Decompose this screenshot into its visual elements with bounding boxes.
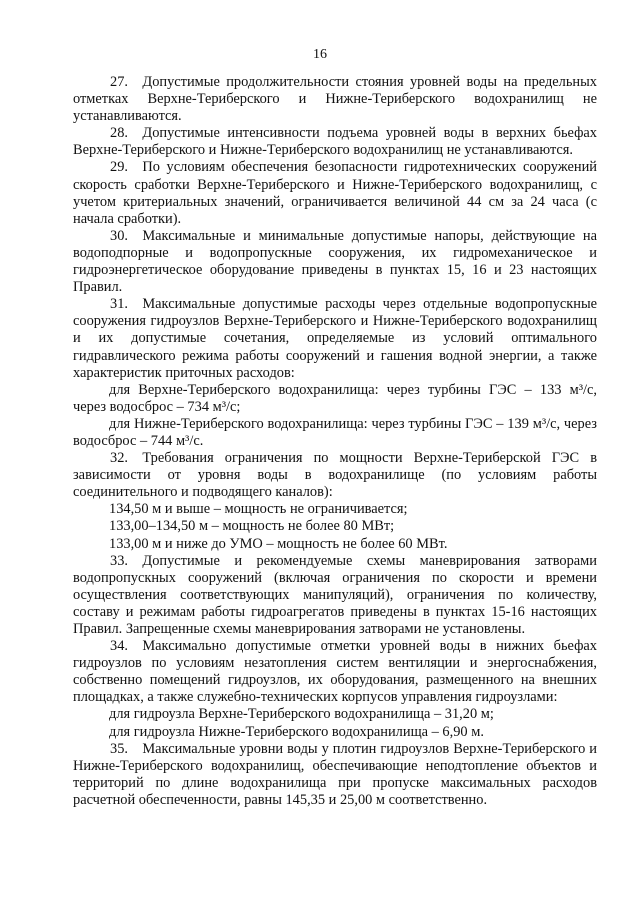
paragraph-28: 28. Допустимые интенсивности подъема уровней воды в верхних бьефах Верхне-Териберского и Нижне-Териберского водохранилищ не устанавливаются. xyxy=(73,125,597,159)
paragraph-32: 32. Требования ограничения по мощности Верхне-Териберской ГЭС в зависимости от уровня воды в водохранилище (по условиям работы соединительного и подводящего каналов): xyxy=(73,450,597,501)
paragraph-31: 31. Максимальные допустимые расходы через отдельные водопропускные сооружения гидроузлов Верхне-Териберского и Нижне-Териберского водохранилищ и их допустимые сочетания, определяемые из условий оптимального гидравлического режима работы сооружений и гашения водной энергии, а также характеристик приточных расходов: xyxy=(73,296,597,381)
paragraph-31-lower-reservoir: для Нижне-Териберского водохранилища: через турбины ГЭС – 139 м³/с, через водосброс – 744 м³/с. xyxy=(73,415,597,449)
paragraph-32-level-1: 134,50 м и выше – мощность не ограничивается; xyxy=(109,501,408,518)
paragraph-32-level-2: 133,00–134,50 м – мощность не более 80 МВт; xyxy=(109,518,395,535)
paragraph-34-lower-hydro: для гидроузла Нижне-Териберского водохранилища – 6,90 м. xyxy=(109,723,484,740)
paragraph-34-upper-hydro: для гидроузла Верхне-Териберского водохранилища – 31,20 м; xyxy=(109,706,494,723)
document-body xyxy=(73,74,597,809)
paragraph-32-level-3: 133,00 м и ниже до УМО – мощность не более 60 МВт. xyxy=(109,535,448,552)
paragraph-29: 29. По условиям обеспечения безопасности гидротехнических сооружений скорость сработки Верхне-Териберского и Нижне-Териберского водохранилищ, с учетом критериальных значений, ограничивается величиной 44 см за 24 часа (с начала сработки). xyxy=(73,159,597,227)
paragraph-33: 33. Допустимые и рекомендуемые схемы маневрирования затворами водопропускных сооружений (включая ограничения по скорости и времени осуществления соответствующих манипуляций), ограничения по количеству, составу и режимам работы гидроагрегатов приведены в пунктах 15-16 настоящих Правил. Запрещенные схемы маневрирования затворами не установлены. xyxy=(73,552,597,637)
paragraph-31-upper-reservoir: для Верхне-Териберского водохранилища: через турбины ГЭС – 133 м³/с, через водосброс – 734 м³/с; xyxy=(73,381,597,415)
paragraph-27: 27. Допустимые продолжительности стояния уровней воды на предельных отметках Верхне-Териберского и Нижне-Териберского водохранилищ не устанавливаются. xyxy=(73,74,597,125)
paragraph-35: 35. Максимальные уровни воды у плотин гидроузлов Верхне-Териберского и Нижне-Териберского водохранилищ, обеспечивающие неподтопление объектов и территорий по длине водохранилища при пропуске максимальных расходов расчетной обеспеченности, равны 145,35 и 25,00 м соответственно. xyxy=(73,740,597,808)
paragraph-30: 30. Максимальные и минимальные допустимые напоры, действующие на водоподпорные и водопропускные сооружения, их гидромеханическое и гидроэнергетическое оборудование приведены в пунктах 15, 16 и 23 настоящих Правил. xyxy=(73,227,597,296)
page-number: 16 xyxy=(313,47,327,62)
paragraph-34: 34. Максимально допустимые отметки уровней воды в нижних бьефах гидроузлов по условиям незатопления систем вентиляции и энергоснабжения, собственно помещений гидроузлов, их оборудования, размещенного на внешних площадках, а также служебно-технических корпусов управления гидроузлами: xyxy=(73,638,597,706)
